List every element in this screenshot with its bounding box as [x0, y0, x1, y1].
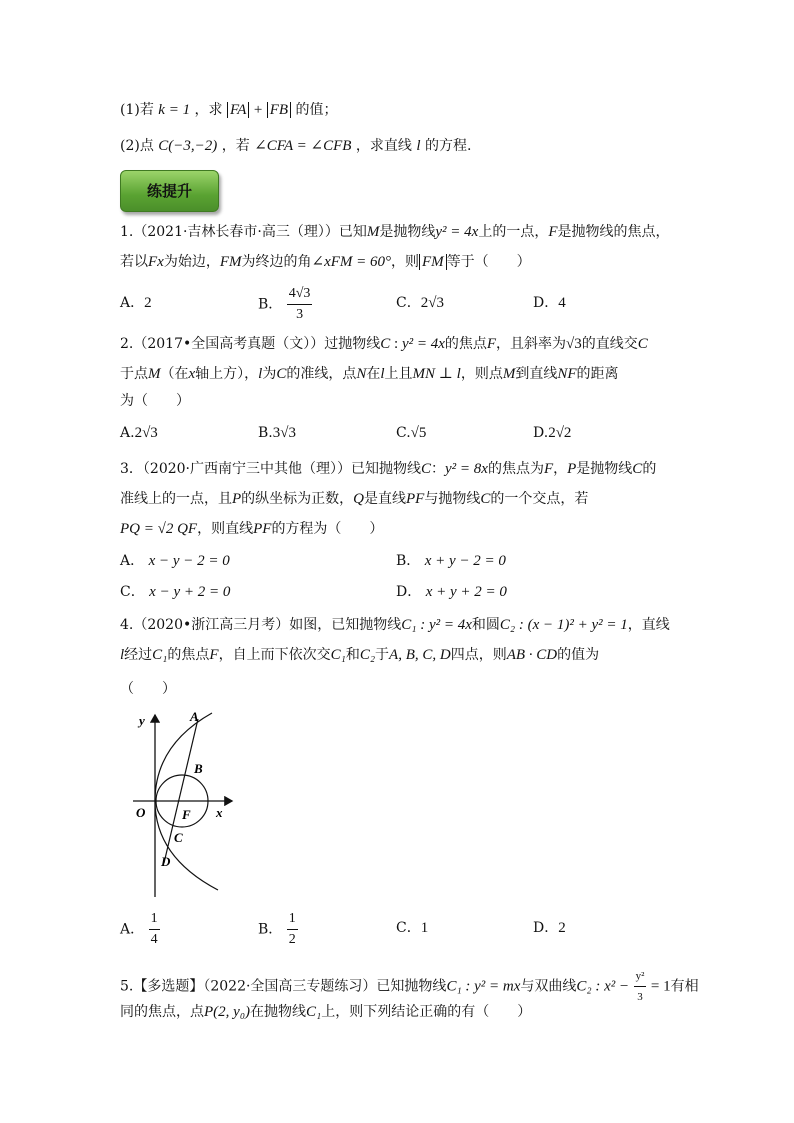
label-f: F [182, 807, 191, 822]
intro-q1: (1)若 k = 1 ，求 FA + FB 的值； [120, 102, 338, 118]
label-b: B [194, 761, 203, 776]
p3-option-b[interactable]: B． x + y − 2 = 0 [396, 553, 506, 569]
p5-line1: 5.【多选题】（2022·全国高三专题练习）已知抛物线C₁ : y² = mx与双曲线C₂ : x² − $\frac{\text{y²}}{3}$ = 1有相 [120, 966, 699, 1007]
p3-option-c[interactable]: C． x − y + 2 = 0 [120, 584, 231, 600]
p2-line2: 于点M（在x轴上方），l为C的准线，点N在l上且MN ⊥ l，则点M到直线NF的距离 [120, 366, 619, 382]
intro-q2: (2)点 C(−3,−2) ，若 ∠CFA = ∠CFB ，求直线 l 的方程. [120, 138, 472, 154]
p3-option-d[interactable]: D． x + y + 2 = 0 [396, 584, 507, 600]
label-o: O [136, 805, 146, 820]
p4-option-b[interactable]: B． $\frac{1}{2}$ [258, 909, 298, 950]
p2-option-a[interactable]: A.2√3 [120, 425, 158, 441]
p1-line2: 若以Fx为始边，FM为终边的角∠xFM = 60°，则 FM 等于（ ） [120, 254, 531, 270]
p2-option-c[interactable]: C.√5 [396, 425, 427, 441]
p3-line1: 3．（2020·广西南宁三中其他（理））已知抛物线C：y² = 8x的焦点为F，P是抛物线C的 [120, 461, 657, 477]
p2-line3: 为（ ） [120, 393, 190, 409]
p2-line1: 2.（2017•全国高考真题（文））过抛物线C : y² = 4x的焦点F，且斜率为√3的直线交C [120, 336, 648, 352]
fraction: $\frac{1}{4}$ [150, 911, 158, 947]
p3-option-a[interactable]: A． x − y − 2 = 0 [120, 553, 230, 569]
p1-option-a[interactable]: A．2 [120, 295, 152, 311]
p3-line2: 准线上的一点，且P的纵坐标为正数，Q是直线PF与抛物线C的一个交点，若 [120, 491, 589, 507]
fraction: $\frac{1}{2}$ [288, 911, 296, 947]
fraction: $\frac{4√3}{3}$ [288, 286, 311, 322]
p1-option-c[interactable]: C．2√3 [396, 295, 444, 311]
p5-line2: 同的焦点，点P(2, y₀)在抛物线C₁上，则下列结论正确的有（ ） [120, 1004, 532, 1020]
p1-option-d[interactable]: D．4 [533, 295, 566, 311]
fraction: $\frac{\text{y²}}{3}$ [634, 966, 647, 1007]
p4-option-d[interactable]: D．2 [533, 920, 566, 936]
label-y: y [139, 713, 145, 728]
p3-line3: PQ = √2 QF，则直线PF的方程为（ ） [120, 521, 384, 537]
p4-line3: （ ） [120, 681, 176, 697]
label-c: C [174, 830, 183, 845]
label-x: x [216, 805, 223, 820]
p4-option-a[interactable]: A． $\frac{1}{4}$ [120, 909, 160, 950]
p4-line2: l经过C₁的焦点F，自上而下依次交C₁和C₂于A, B, C, D四点，则AB · CD的值为 [120, 647, 600, 663]
p1-option-b[interactable]: B． $\frac{4√3}{3}$ [258, 284, 312, 325]
label-d: D [161, 854, 171, 869]
p4-line1: 4.（2020•浙江高三月考）如图，已知抛物线C₁ : y² = 4x和圆C₂ : (x − 1)² + y² = 1，直线 [120, 617, 670, 633]
p4-option-c[interactable]: C．1 [396, 920, 429, 936]
p2-option-b[interactable]: B.3√3 [258, 425, 296, 441]
label-a: A [190, 709, 199, 724]
section-label: 练提升 [120, 170, 219, 212]
p1-line1: 1.（2021·吉林长春市·高三（理））已知M是抛物线y² = 4x上的一点，F是抛物线的焦点， [120, 224, 670, 240]
p2-option-d[interactable]: D.2√2 [533, 425, 572, 441]
parabola-circle-figure [128, 705, 238, 900]
